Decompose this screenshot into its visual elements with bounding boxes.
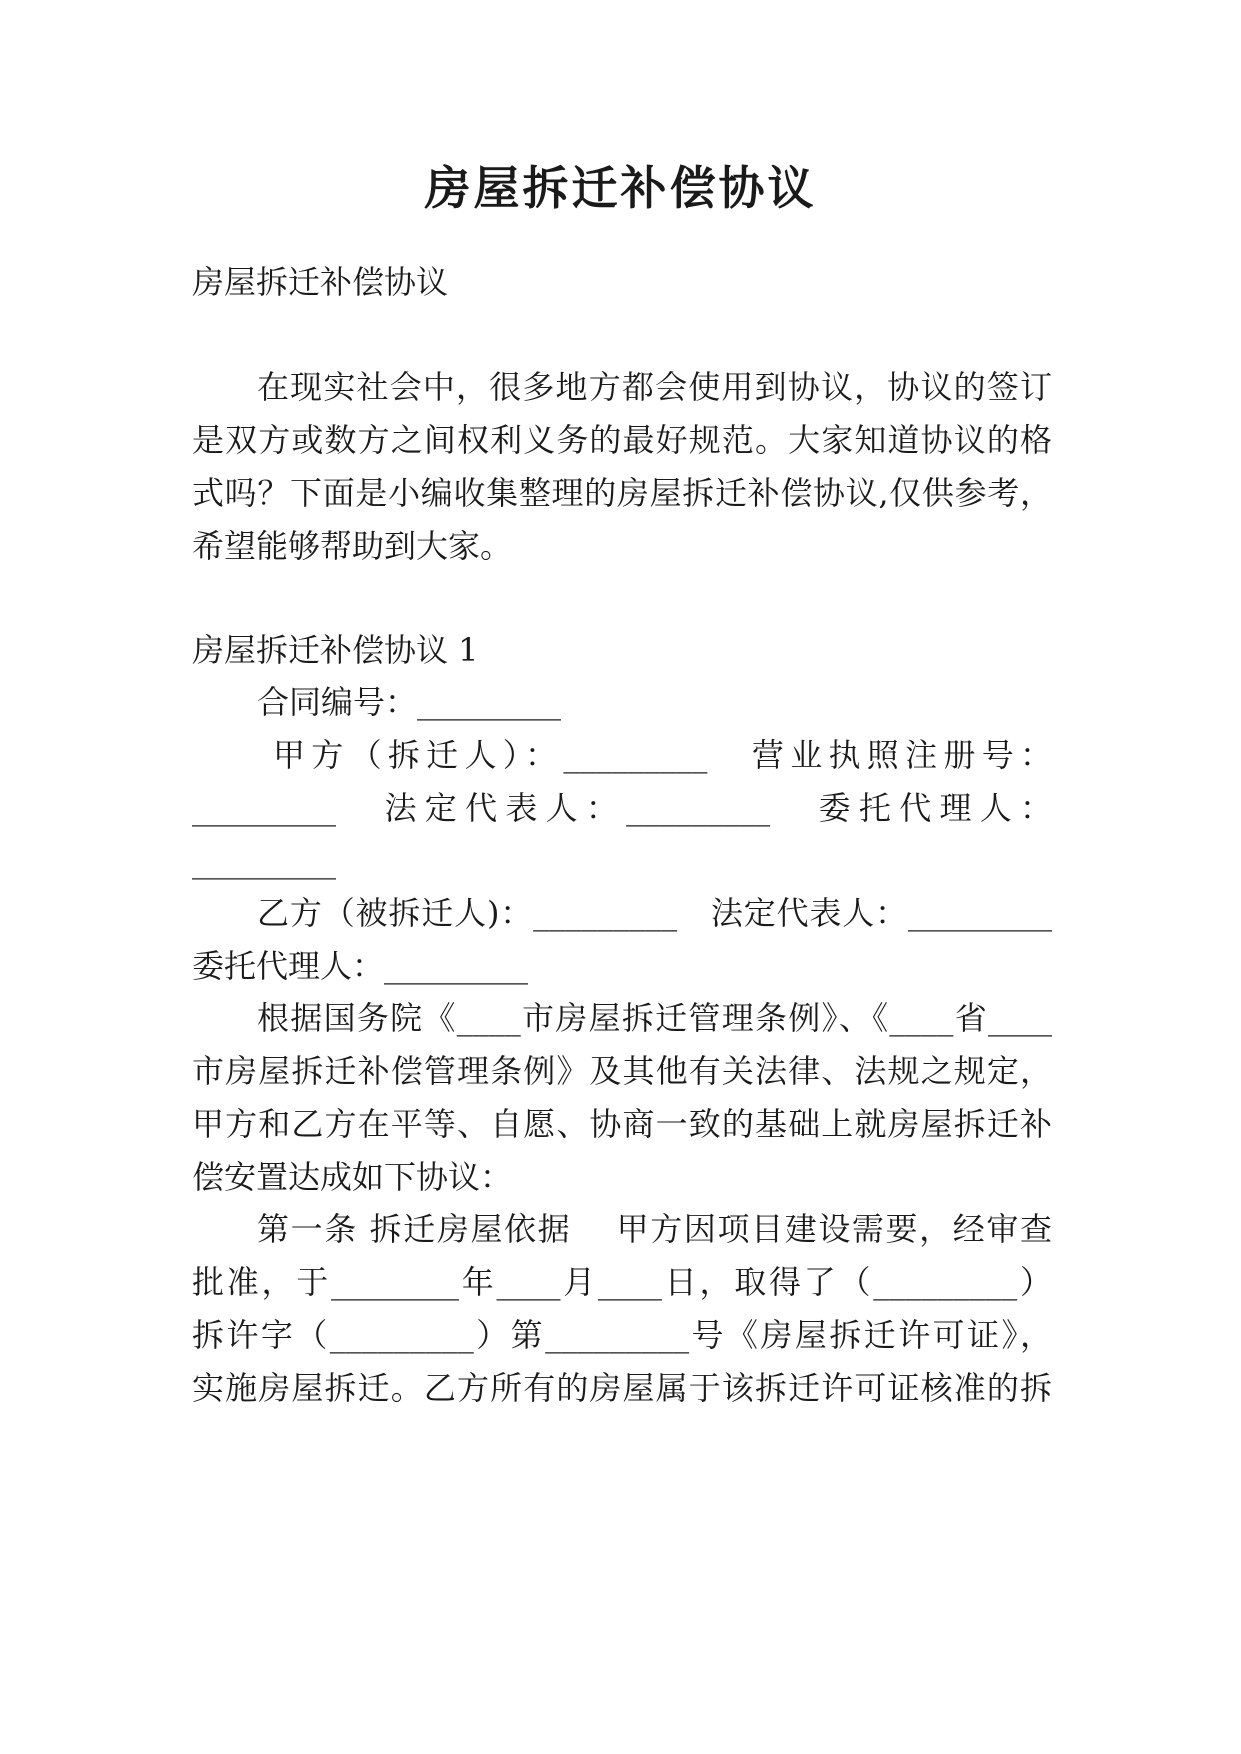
article-line: 第一条 拆迁房屋依据 甲方因项目建设需要，经审查 <box>257 1210 1052 1248</box>
document-subtitle: 房屋拆迁补偿协议 <box>192 263 449 301</box>
party-a-line: _________ <box>192 842 336 880</box>
article-line: 实施房屋拆迁。乙方所有的房屋属于该拆迁许可证核准的拆 <box>192 1369 1052 1407</box>
party-a-line: _________ 法定代表人：_________ 委托代理人： <box>192 789 1052 827</box>
basis-line: 根据国务院《____市房屋拆迁管理条例》、《____省____ <box>257 999 1052 1037</box>
party-b-line: 委托代理人：_________ <box>192 947 529 985</box>
intro-line: 是双方或数方之间权利义务的最好规范。大家知道协议的格 <box>192 421 1052 459</box>
intro-line: 式吗？下面是小编收集整理的房屋拆迁补偿协议,仅供参考， <box>192 474 1052 512</box>
document-title: 房屋拆迁补偿协议 <box>424 161 817 215</box>
basis-line: 甲方和乙方在平等、自愿、协商一致的基础上就房屋拆迁补 <box>192 1105 1052 1143</box>
intro-line: 在现实社会中，很多地方都会使用到协议，协议的签订 <box>257 368 1052 406</box>
intro-line: 希望能够帮助到大家。 <box>192 527 513 565</box>
party-b-line: 乙方（被拆迁人)：_________ 法定代表人：_________ <box>257 894 1052 932</box>
article-line: 批准，于________年____月____日，取得了（_________） <box>192 1263 1052 1301</box>
basis-line: 偿安置达成如下协议： <box>192 1158 513 1196</box>
article-line: 拆许字（_________）第_________号《房屋拆迁许可证》， <box>192 1316 1052 1354</box>
section-title: 房屋拆迁补偿协议 1 <box>192 631 479 669</box>
basis-line: 市房屋拆迁补偿管理条例》及其他有关法律、法规之规定， <box>192 1052 1052 1090</box>
contract-number-line: 合同编号：_________ <box>257 683 562 721</box>
party-a-line: 甲方（拆迁人）：_________ 营业执照注册号： <box>273 736 1052 774</box>
